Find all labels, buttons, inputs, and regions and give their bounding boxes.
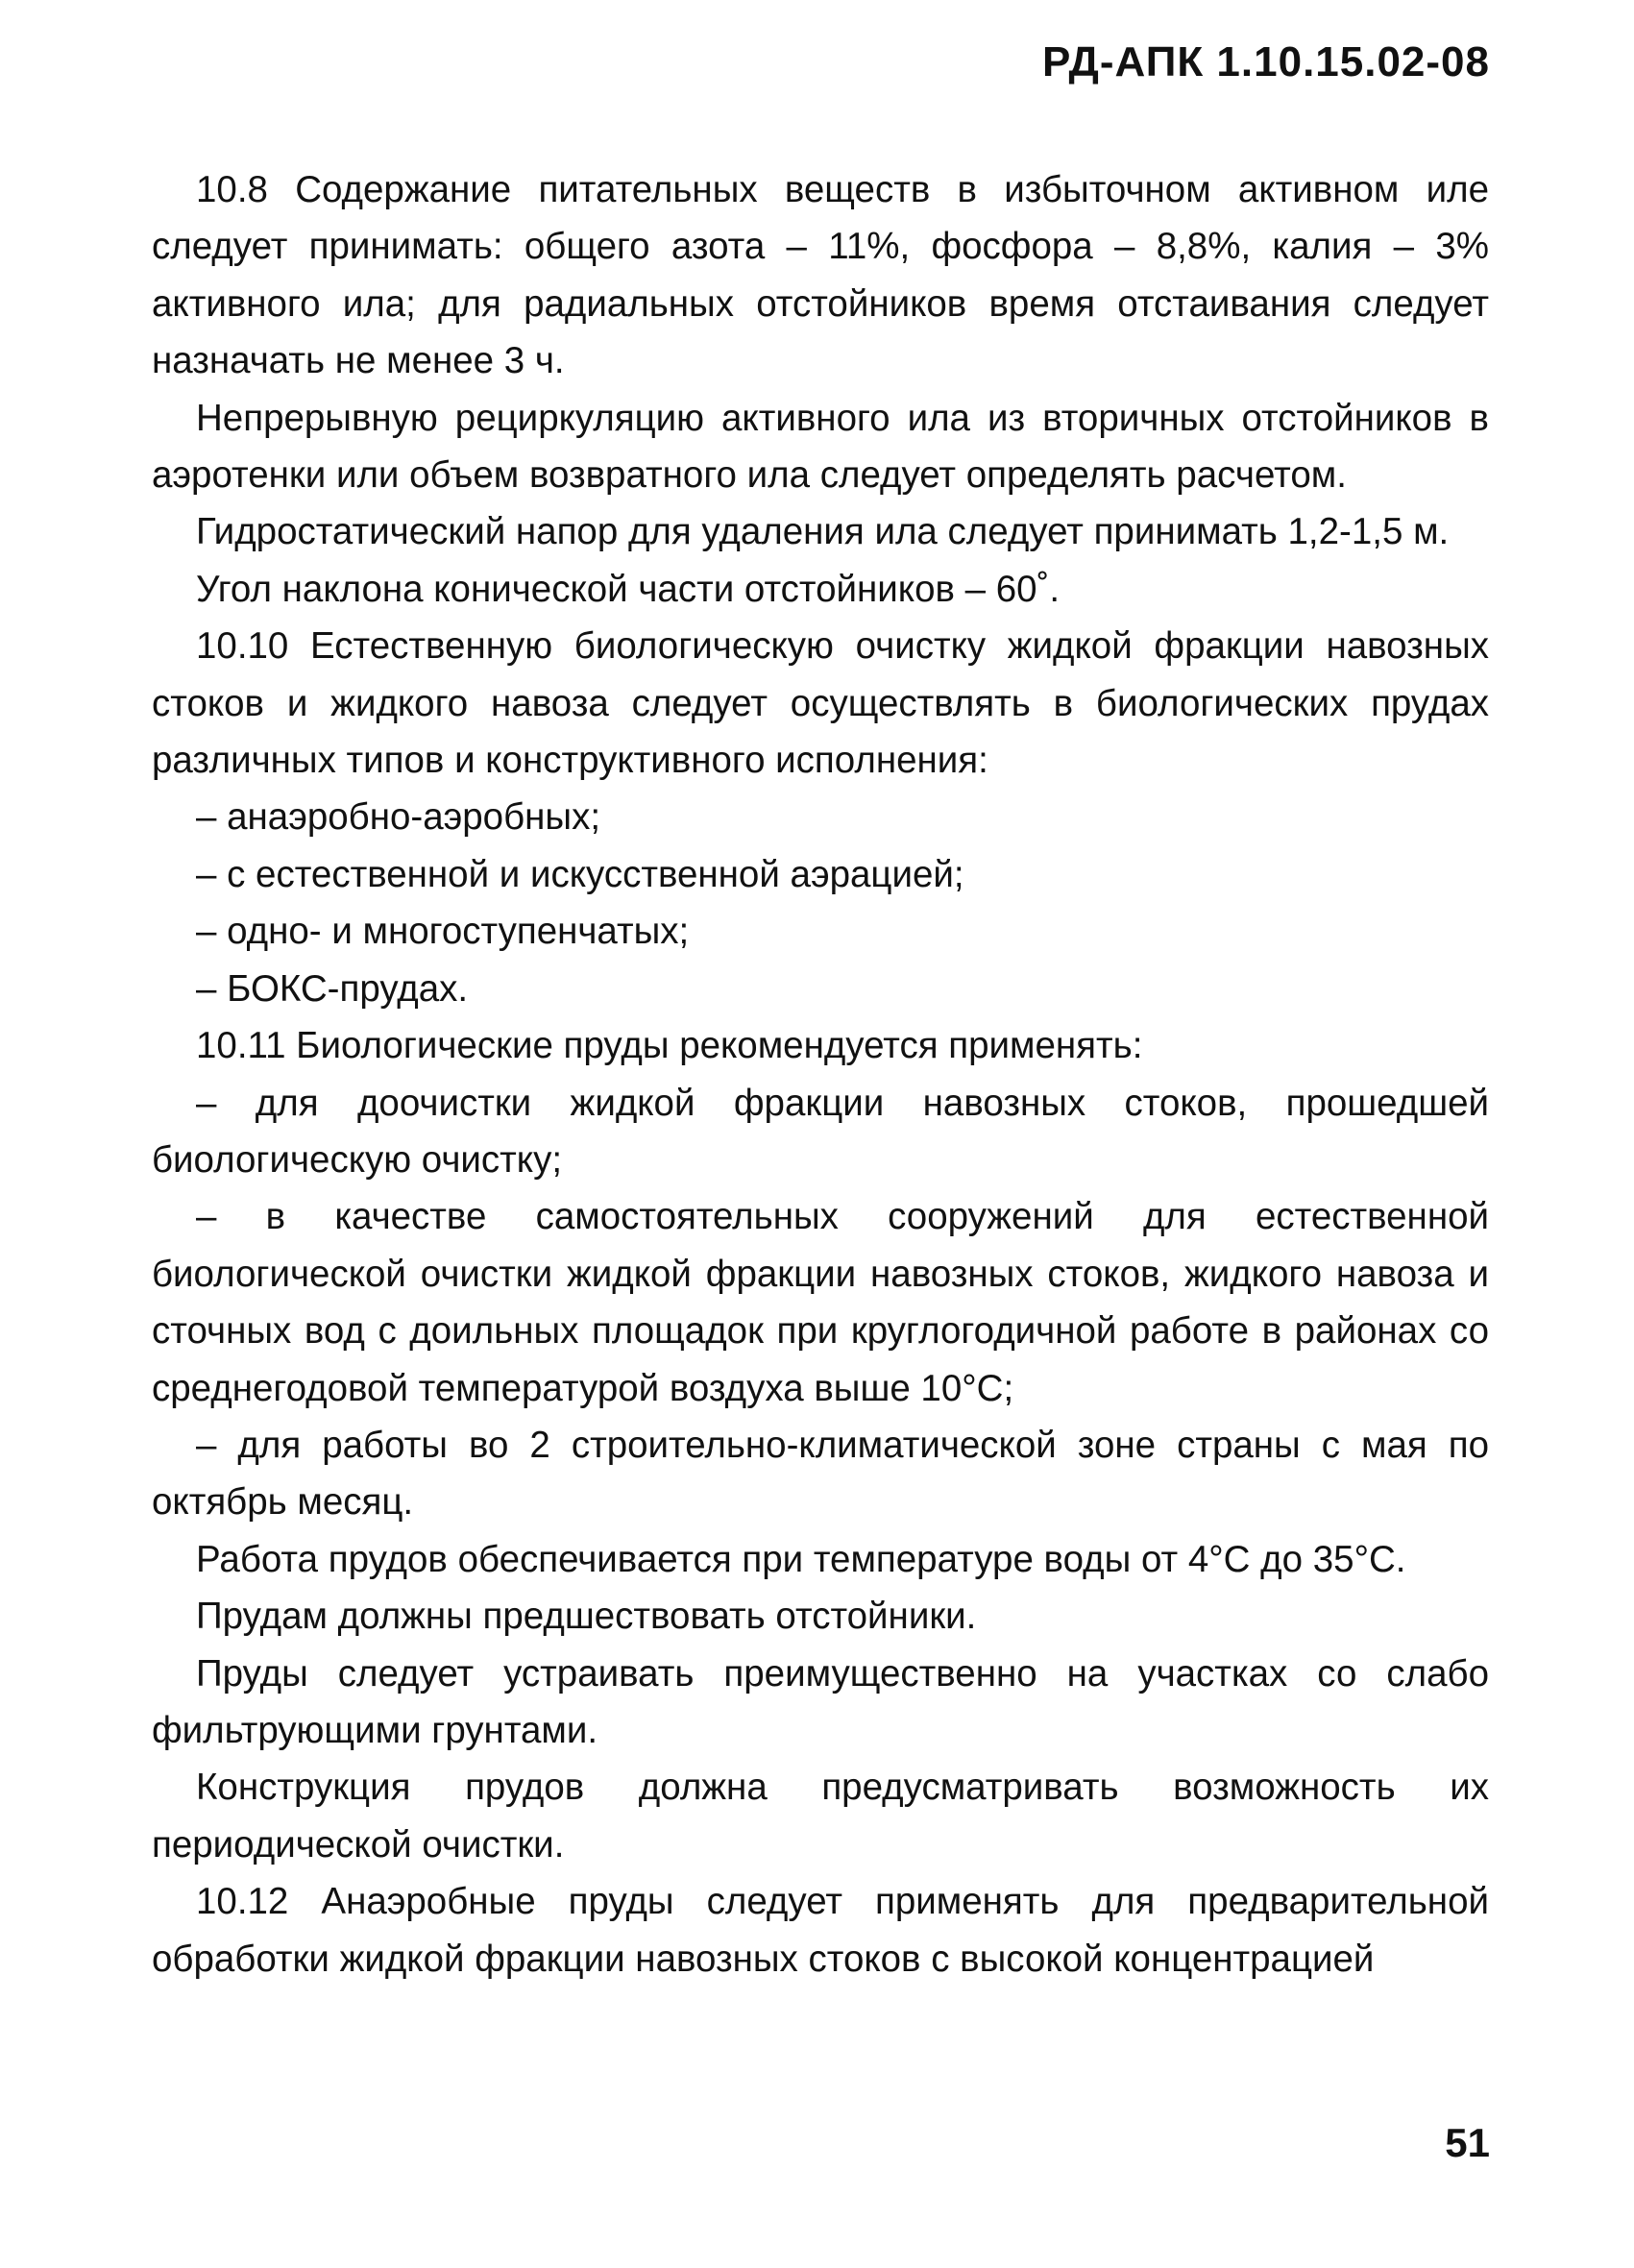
document-body (152, 161, 1489, 1988)
paragraph-cleaning: Конструкция прудов должна предусматривать возможность их периодической очистки. (152, 1767, 1489, 1866)
paragraph-10-8: 10.8 Содержание питательных веществ в избыточном активном иле следует принимать: общего азота – 11%, фосфора – 8,8%, калия – 3% активного ила; для радиальных отстойников время отстаивания следует назначать не менее 3 ч. (152, 169, 1489, 382)
paragraph-10-12: 10.12 Анаэробные пруды следует применять для предварительной обработки жидкой фракции навозных стоков с высокой концентрацией (152, 1881, 1489, 1980)
paragraph-hydrostatic-head: Гидростатический напор для удаления ила следует принимать 1,2-1,5 м. (196, 511, 1450, 553)
list-item: – для доочистки жидкой фракции навозных стоков, прошедшей биологическую очистку; (152, 1082, 1489, 1181)
paragraph-recirculation: Непрерывную рециркуляцию активного ила из вторичных отстойников в аэротенки или объем возвратного ила следует определять расчетом. (152, 397, 1489, 497)
paragraph-soils: Пруды следует устраивать преимущественно на участках со слабо фильтрующими грунтами. (152, 1652, 1489, 1751)
paragraph-water-temperature: Работа прудов обеспечивается при температуре воды от 4°С до 35°С. (196, 1538, 1406, 1580)
list-item: – для работы во 2 строительно-климатической зоне страны с мая по октябрь месяц. (152, 1424, 1489, 1524)
paragraph-10-11: 10.11 Биологические пруды рекомендуется применять: (196, 1025, 1143, 1067)
document-code-header: РД-АПК 1.10.15.02-08 (1041, 38, 1490, 85)
list-item: – одно- и многоступенчатых; (196, 911, 690, 953)
list-item: – анаэробно-аэробных; (196, 796, 601, 839)
paragraph-settlers: Прудам должны предшествовать отстойники. (196, 1596, 977, 1638)
list-item: – с естественной и искусственной аэрацией; (196, 853, 964, 895)
paragraph-cone-angle: Угол наклона конической части отстойников – 60˚. (196, 568, 1061, 610)
list-item: – БОКС-прудах. (196, 967, 469, 1010)
page-number: 51 (1445, 2120, 1490, 2165)
list-item: – в качестве самостоятельных сооружений для естественной биологической очистки жидкой фракции навозных стоков, жидкого навоза и сточных вод с доильных площадок при круглогодичной работе в районах со среднегодовой температурой воздуха выше 10°С; (152, 1196, 1489, 1409)
paragraph-10-10: 10.10 Естественную биологическую очистку жидкой фракции навозных стоков и жидкого навоза следует осуществлять в биологических прудах различных типов и конструктивного исполнения: (152, 625, 1489, 782)
